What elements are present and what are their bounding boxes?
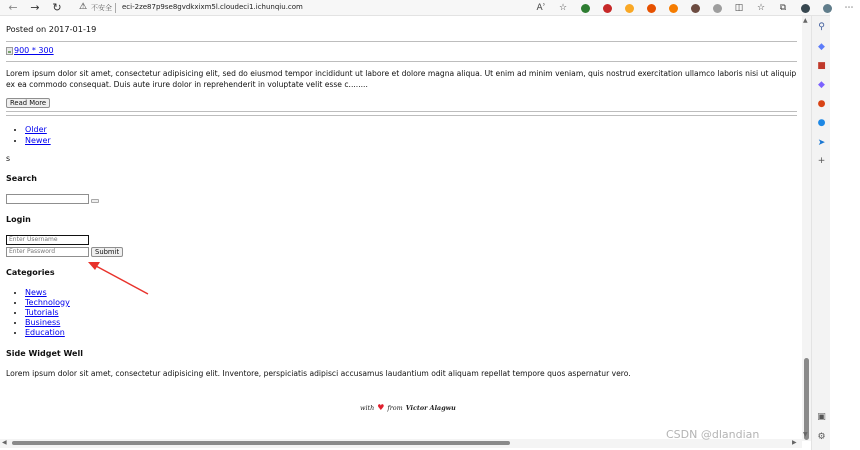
scroll-right-icon[interactable]: ▶ xyxy=(792,439,797,446)
warning-icon[interactable]: ⚠ xyxy=(79,2,88,12)
heart-icon: ♥ xyxy=(377,403,385,412)
side-widget-heading: Side Widget Well xyxy=(6,349,83,358)
office-icon[interactable]: ● xyxy=(817,99,826,109)
category-link-technology[interactable]: Technology xyxy=(25,298,70,307)
search-icon[interactable]: ⚲ xyxy=(818,22,825,32)
footer-with: with xyxy=(360,403,375,412)
password-input[interactable]: Enter Password xyxy=(6,247,89,257)
briefcase-icon[interactable]: ■ xyxy=(817,61,826,71)
reload-icon[interactable]: ↻ xyxy=(52,1,62,14)
more-menu-icon[interactable]: ⋯ xyxy=(844,3,854,13)
scroll-left-icon[interactable]: ◀ xyxy=(2,439,7,446)
search-heading: Search xyxy=(6,174,37,183)
favorites-icon[interactable]: ☆ xyxy=(756,3,766,13)
collections-icon[interactable]: ⧉ xyxy=(779,3,787,13)
category-link-tutorials[interactable]: Tutorials xyxy=(25,308,59,317)
post-image-alt[interactable]: 900 * 300 xyxy=(14,46,54,55)
settings-icon[interactable]: ⚙ xyxy=(817,432,826,442)
favorite-star-icon[interactable]: ☆ xyxy=(558,3,568,13)
not-secure-label[interactable]: 不安全 xyxy=(91,4,112,12)
post-date: Posted on 2017-01-19 xyxy=(6,24,97,34)
submit-button[interactable]: Submit xyxy=(91,247,123,257)
screenshot-icon[interactable]: ▣ xyxy=(817,412,826,422)
games-icon[interactable]: ◆ xyxy=(818,80,825,90)
read-aloud-icon[interactable]: Aʾ xyxy=(536,3,546,13)
footer-from: from xyxy=(387,403,403,412)
read-more-button[interactable]: Read More xyxy=(6,98,50,108)
footer-author: Victor Alagwu xyxy=(405,403,456,412)
categories-heading: Categories xyxy=(6,268,55,277)
category-link-news[interactable]: News xyxy=(25,288,47,297)
split-screen-icon[interactable]: ◫ xyxy=(734,3,744,13)
newer-link[interactable]: Newer xyxy=(25,135,51,145)
csdn-watermark: CSDN @dlandian xyxy=(666,428,760,441)
category-link-education[interactable]: Education xyxy=(25,328,65,337)
tag-icon[interactable]: ◆ xyxy=(818,42,825,52)
address-bar[interactable]: eci-2ze87p9se8gvdkxixm5l.cloudeci1.ichunqiu.com xyxy=(122,3,303,11)
forward-icon[interactable]: → xyxy=(30,1,40,14)
stray-text: s xyxy=(6,154,11,163)
outlook-icon[interactable]: ● xyxy=(817,118,826,128)
send-icon[interactable]: ➤ xyxy=(817,138,826,148)
username-input[interactable]: Enter Username xyxy=(6,235,89,245)
scroll-down-icon[interactable]: ▼ xyxy=(803,431,808,438)
side-widget-text: Lorem ipsum dolor sit amet, consectetur adipisicing elit. Inventore, perspiciatis adipisci accusamus laudantium odit aliquam repellat tempore quos aspernatur vero. xyxy=(6,369,631,378)
category-link-business[interactable]: Business xyxy=(25,318,61,327)
add-icon[interactable]: + xyxy=(817,156,826,166)
scroll-up-icon[interactable]: ▲ xyxy=(803,17,808,24)
login-heading: Login xyxy=(6,215,31,224)
back-icon[interactable]: ← xyxy=(8,1,18,14)
older-link[interactable]: Older xyxy=(25,125,47,134)
post-excerpt: Lorem ipsum dolor sit amet, consectetur adipisicing elit, sed do eiusmod tempor incididunt ut labore et dolore magna aliqua. Ut enim ad minim veniam, quis nostrud exercitation ullamco laboris nisi ut aliquip ex ea commodo consequat. Duis aute irure dolor in reprehenderit in voluptate velit esse c........ xyxy=(6,69,797,89)
